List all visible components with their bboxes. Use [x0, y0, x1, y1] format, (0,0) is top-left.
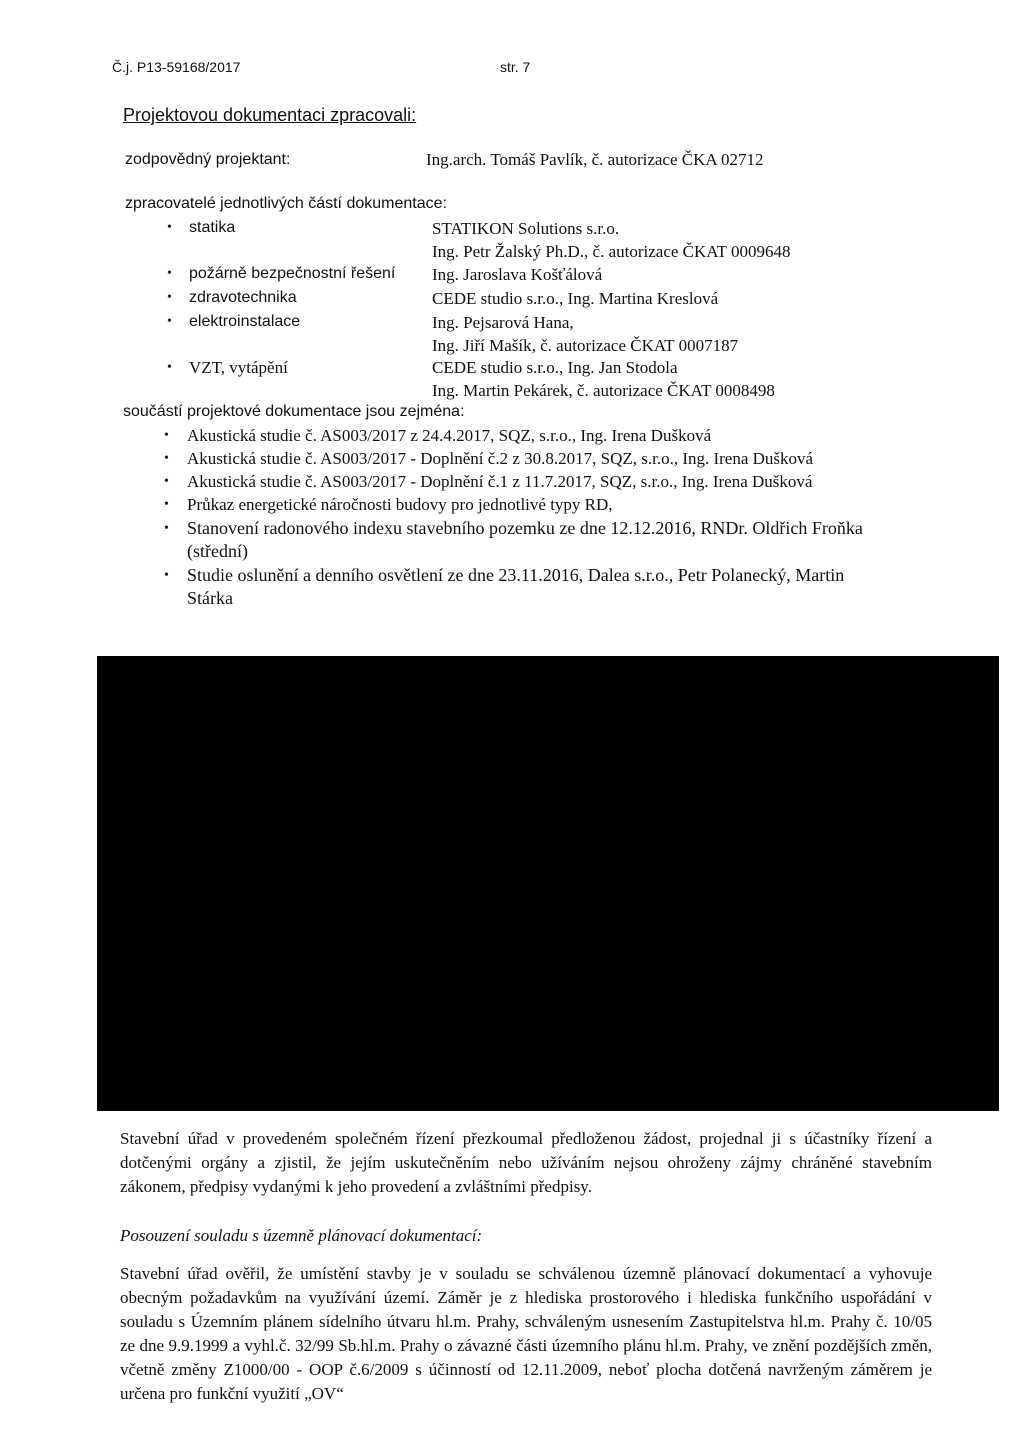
processor-label: VZT, vytápění — [189, 358, 288, 377]
bullet-icon: • — [164, 474, 169, 489]
processor-label: statika — [189, 219, 236, 236]
component-item: Akustická studie č. AS003/2017 - Doplnění č.2 z 30.8.2017, SQZ, s.r.o., Ing. Irena Dušková — [187, 449, 814, 468]
processor-label: elektroinstalace — [189, 313, 301, 330]
page-number: str. 7 — [500, 59, 531, 75]
compliance-paragraph-text: Stavební úřad ověřil, že umístění stavby je v souladu se schválenou územně plánovací dokumentací a vyhovuje obecným požadavkům na využívání území. Záměr je z hlediska prostorového i hlediska funkčního uspořádání v souladu s Územním plánem sídelního útvaru hl.m. Prahy, schváleným usnesením Zastupitelstva hl.m. Prahy č. 10/05 ze dne 9.9.1999 a vyhl.č. 32/99 Sb.hl.m. Prahy o závazné části územního plánu hl.m. Prahy, ve znění pozdějších změn, včetně změny Z1000/00 - OOP č.6/2009 s účinností od 12.11.2009, neboť plocha dotčená navrženým záměrem je určena pro funkční využití „OV“ — [120, 1264, 932, 1403]
compliance-paragraph — [120, 1262, 932, 1406]
bullet-icon: • — [164, 497, 169, 512]
processor-label: požárně bezpečnostní řešení — [189, 265, 396, 282]
components-title: součástí projektové dokumentace jsou zejména: — [123, 403, 465, 420]
section-title: Projektovou dokumentaci zpracovali: — [123, 105, 417, 125]
processors-title: zpracovatelé jednotlivých částí dokumentace: — [125, 195, 447, 212]
bullet-icon: • — [167, 266, 172, 281]
subsection-title: Posouzení souladu s územně plánovací dokumentací: — [120, 1226, 483, 1245]
redacted-block — [97, 656, 999, 1111]
component-item: Akustická studie č. AS003/2017 - Doplnění č.1 z 11.7.2017, SQZ, s.r.o., Ing. Irena Dušková — [187, 472, 813, 491]
component-item: Průkaz energetické náročnosti budovy pro jednotlivé typy RD, — [187, 495, 613, 514]
bullet-icon: • — [164, 451, 169, 466]
responsible-value: Ing.arch. Tomáš Pavlík, č. autorizace ČKA 02712 — [426, 150, 764, 169]
bullet-icon: • — [164, 568, 169, 583]
processor-line: STATIKON Solutions s.r.o. — [432, 219, 620, 238]
bullet-icon: • — [167, 314, 172, 329]
component-item-continued: (střední) — [187, 541, 248, 561]
decision-paragraph — [120, 1127, 932, 1199]
bullet-icon: • — [164, 428, 169, 443]
component-item-continued: Stárka — [187, 588, 233, 608]
bullet-icon: • — [164, 521, 169, 536]
processor-line: Ing. Jiří Mašík, č. autorizace ČKAT 0007187 — [432, 336, 739, 355]
responsible-label: zodpovědný projektant: — [125, 151, 291, 168]
bullet-icon: • — [167, 220, 172, 235]
processor-line: Ing. Petr Žalský Ph.D., č. autorizace ČKAT 0009648 — [432, 242, 791, 261]
component-item: Akustická studie č. AS003/2017 z 24.4.2017, SQZ, s.r.o., Ing. Irena Dušková — [187, 426, 712, 445]
document-reference: Č.j. P13-59168/2017 — [112, 59, 241, 75]
processor-line: Ing. Martin Pekárek, č. autorizace ČKAT 0008498 — [432, 381, 775, 400]
processor-line: CEDE studio s.r.o., Ing. Martina Kreslová — [432, 289, 719, 308]
component-item: Studie oslunění a denního osvětlení ze dne 23.11.2016, Dalea s.r.o., Petr Polanecký, Martin — [187, 565, 845, 585]
processor-label: zdravotechnika — [189, 289, 297, 306]
processor-line: Ing. Pejsarová Hana, — [432, 313, 574, 332]
bullet-icon: • — [167, 290, 172, 305]
component-item: Stanovení radonového indexu stavebního pozemku ze dne 12.12.2016, RNDr. Oldřich Froňka — [187, 518, 863, 538]
decision-paragraph-text: Stavební úřad v provedeném společném řízení přezkoumal předloženou žádost, projednal ji s účastníky řízení a dotčenými orgány a zjistil, že jejím uskutečněním nebo užíváním nejsou ohroženy zájmy chráněné stavebním zákonem, předpisy vydanými k jeho provedení a zvláštními předpisy. — [120, 1129, 932, 1196]
processor-line: CEDE studio s.r.o., Ing. Jan Stodola — [432, 358, 678, 377]
processor-line: Ing. Jaroslava Košťálová — [432, 265, 603, 284]
bullet-icon: • — [167, 360, 172, 375]
